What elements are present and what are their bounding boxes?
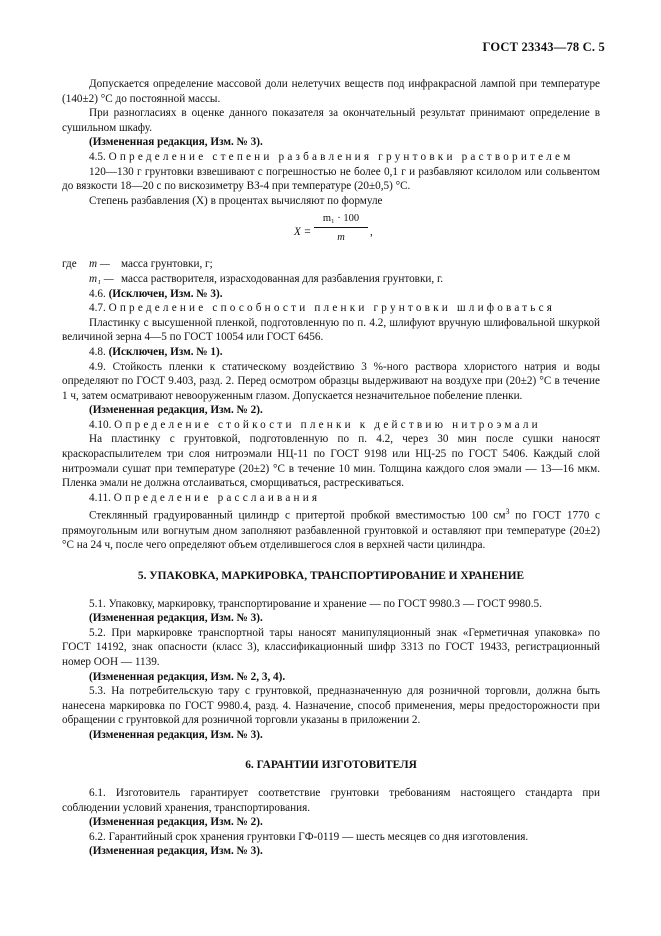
amendment-note: (Измененная редакция, Изм. № 3). bbox=[89, 845, 263, 858]
clause-number: 4.6. bbox=[89, 287, 106, 300]
clause-title: Определение способности пленки грунтовки шлифоваться bbox=[108, 302, 556, 315]
clause-title: Определение расслаивания bbox=[113, 491, 321, 504]
formula-comma: , bbox=[370, 226, 373, 239]
paragraph: Пластинку с высушенной пленкой, подготовленную по п. 4.2, шлифуют вручную шлифовальной шкуркой величиной зерна 4—5 по ГОСТ 10054 или ГОСТ 6456. bbox=[62, 316, 600, 344]
clause-number: 4.7. bbox=[89, 302, 106, 315]
paragraph: 4.9. Стойкость пленки к статическому воздействию 3 %-ного раствора хлористого натрия и воды определяют по ГОСТ 9.403, разд. 2. Перед осмотром образцы выдерживают на воздухе при (20±2) °С в течение 1 ч, затем осматривают невооруженным глазом. Допускается незначительное побеление пленки. bbox=[62, 360, 600, 402]
legend-symbol: m₁ — bbox=[89, 272, 114, 285]
superscript: 3 bbox=[505, 507, 510, 517]
fraction-bar bbox=[314, 227, 368, 228]
paragraph: Степень разбавления (Х) в процентах вычисляют по формуле bbox=[89, 194, 383, 207]
clause-text: (Исключен, Изм. № 3). bbox=[108, 287, 223, 300]
clause-text: (Исключен, Изм. № 1). bbox=[108, 345, 223, 358]
paragraph bbox=[62, 505, 600, 553]
page-header: ГОСТ 23343—78 С. 5 bbox=[482, 40, 605, 54]
clause-heading-4-7 bbox=[62, 301, 600, 316]
paragraph: 6.2. Гарантийный срок хранения грунтовки ГФ-0119 — шесть месяцев со дня изготовления. bbox=[89, 830, 529, 843]
amendment-note: (Измененная редакция, Изм. № 3). bbox=[89, 612, 263, 625]
amendment-note: (Измененная редакция, Изм. № 2, 3, 4). bbox=[89, 670, 286, 683]
paragraph: 5.1. Упаковку, маркировку, транспортирование и хранение — по ГОСТ 9980.3 — ГОСТ 9980.5. bbox=[89, 597, 542, 610]
paragraph: 5.3. На потребительскую тару с грунтовкой, предназначенную для розничной торговли, должна быть нанесена маркировка по ГОСТ 9980.4, разд. 4. Назначение, способ применения, меры предосторожности при обращении с грунтовкой для розничной торговли указаны в приложении 2. bbox=[62, 685, 600, 727]
text-run: Стеклянный градуированный цилиндр с притертой пробкой вместимостью 100 см bbox=[89, 510, 506, 523]
paragraph: На пластинку с грунтовкой, подготовленную по п. 4.2, через 30 мин после сушки наносят краскораспылителем три слоя нитроэмали НЦ-11 по ГОСТ 9198 или НЦ-25 по ГОСТ 5406. Каждый слой нитроэмали сушат при температуре (20±2) °С в течение 10 мин. Толщина каждого слоя эмали — 13—16 мкм. Пленка эмали не должна отслаиваться, сморщиваться, растрескиваться. bbox=[62, 433, 600, 490]
legend-description: масса грунтовки, г; bbox=[121, 258, 213, 271]
section-5-title: 5. УПАКОВКА, МАРКИРОВКА, ТРАНСПОРТИРОВАНИЕ И ХРАНЕНИЕ bbox=[137, 569, 525, 582]
amendment-note: (Измененная редакция, Изм. № 3). bbox=[89, 136, 263, 149]
paragraph: При разногласиях в оценке данного показателя за окончательный результат принимают определение в сушильном шкафу. bbox=[62, 107, 600, 134]
document-body bbox=[62, 77, 600, 859]
clause-heading-4-10 bbox=[62, 418, 600, 433]
formula-lhs: X = bbox=[294, 226, 312, 239]
paragraph: 6.1. Изготовитель гарантирует соответствие грунтовки требованиям настоящего стандарта при соблюдении условий хранения, транспортирования. bbox=[62, 787, 600, 814]
text-run: по ГОСТ 1770 с прямоугольным или вогнутым дном заполняют разбавленной грунтовкой и оставляют при температуре (20±2) °С на 24 ч, после чего определяют объем отделившегося слоя в верхней части цилиндра. bbox=[62, 510, 601, 552]
amendment-note: (Измененная редакция, Изм. № 2). bbox=[89, 404, 263, 417]
clause-number: 4.10. bbox=[89, 418, 112, 431]
clause-title: Определение стойкости пленки к действию нитроэмали bbox=[114, 418, 541, 431]
amendment-note: (Измененная редакция, Изм. № 2). bbox=[89, 816, 263, 829]
formula-legend-row bbox=[62, 257, 600, 272]
formula-legend-row bbox=[62, 272, 600, 287]
paragraph: Допускается определение массовой доли нелетучих веществ под инфракрасной лампой при температуре (140±2) °С до постоянной массы. bbox=[62, 78, 600, 105]
clause-number: 4.5. bbox=[89, 150, 106, 163]
clause-heading-4-11 bbox=[62, 491, 600, 506]
formula-denominator: m bbox=[337, 232, 345, 244]
legend-intro: где bbox=[62, 258, 77, 271]
legend-symbol: m — bbox=[89, 258, 110, 271]
amendment-note: (Измененная редакция, Изм. № 3). bbox=[89, 728, 263, 741]
section-6-title: 6. ГАРАНТИИ ИЗГОТОВИТЕЛЯ bbox=[245, 759, 417, 772]
formula-numerator: m₁ · 100 bbox=[322, 213, 360, 225]
paragraph: 5.2. При маркировке транспортной тары наносят манипуляционный знак «Герметичная упаковка» по ГОСТ 14192, знак опасности (класс 3), классификационный шифр 3313 по ГОСТ 19433, регистрационный номер ООН — 1139. bbox=[62, 626, 600, 668]
clause-number: 4.8. bbox=[89, 345, 106, 358]
paragraph: 120—130 г грунтовки взвешивают с погрешностью не более 0,1 г и разбавляют ксилолом или сольвентом до вязкости 18—20 с по вискозиметру ВЗ-4 при температуре (20±0,5) °С. bbox=[62, 165, 600, 193]
clause-number: 4.11. bbox=[89, 491, 111, 504]
clause-4-8 bbox=[62, 345, 600, 360]
clause-4-6 bbox=[62, 287, 600, 302]
clause-heading-4-5 bbox=[62, 150, 600, 165]
clause-title: Определение степени разбавления грунтовки растворителем bbox=[108, 150, 574, 163]
legend-description: масса растворителя, израсходованная для разбавления грунтовки, г. bbox=[121, 272, 444, 285]
formula bbox=[62, 211, 600, 255]
